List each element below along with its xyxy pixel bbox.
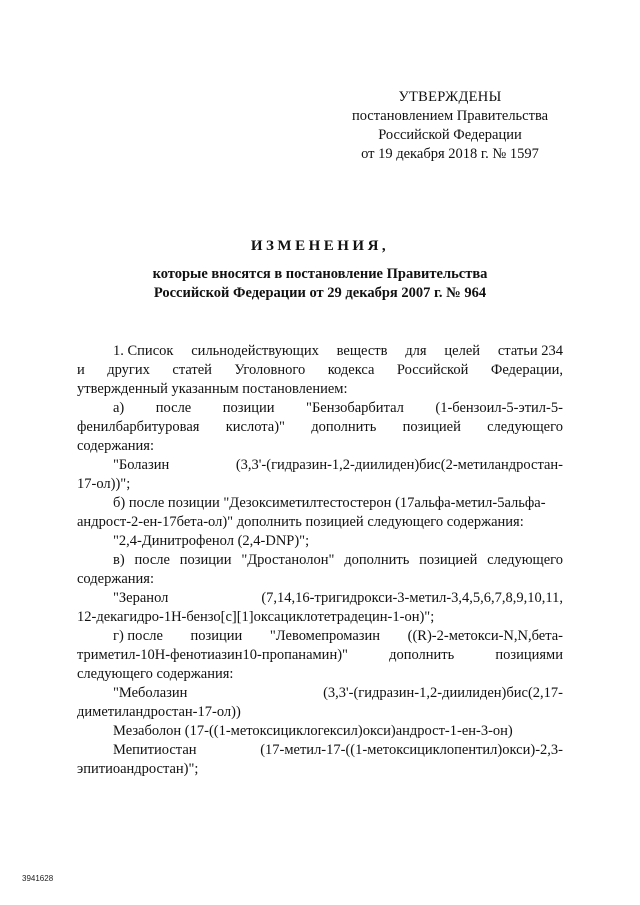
paragraph-line xyxy=(77,551,563,570)
word: (7,14,16-тригидрокси-3-метил-3,4,5,6,7,8,9,10,11, xyxy=(261,590,563,606)
substance-entry: 17-ол))"; xyxy=(77,476,131,492)
word: для xyxy=(405,343,427,359)
word: веществ xyxy=(336,343,388,359)
word: "Болазин xyxy=(113,457,170,473)
word: б) после позиции "Дезоксиметилтестостерон (17альфа-метил-5альфа- xyxy=(113,495,546,511)
word: кислота)" xyxy=(225,419,285,435)
word: ((R)-2-метокси-N,N,бета- xyxy=(407,628,563,644)
word: "Дростанолон" xyxy=(241,552,335,568)
paragraph-line xyxy=(77,646,563,665)
paragraph-line xyxy=(77,418,563,437)
word: дополнить xyxy=(311,419,377,435)
paragraph-line: утвержденный указанным постановлением: xyxy=(77,381,348,397)
word: позиции xyxy=(222,400,275,416)
subtitle-line: которые вносятся в постановление Правительства xyxy=(152,266,488,282)
approval-date: от 19 декабря 2018 г. № 1597 xyxy=(361,146,539,162)
substance-entry xyxy=(77,741,563,760)
word: позиции xyxy=(190,628,243,644)
word: Уголовного xyxy=(234,362,306,378)
word: фенилбарбитуровая xyxy=(77,419,200,435)
word: в) xyxy=(113,552,125,568)
paragraph-line xyxy=(77,399,563,418)
word: "Меболазин xyxy=(113,685,188,701)
paragraph-line: содержания: xyxy=(77,438,155,454)
word: "Левомепромазин xyxy=(269,628,381,644)
word: и xyxy=(77,362,85,378)
word: "Зеранол xyxy=(113,590,169,606)
word: "Бензобарбитал xyxy=(306,400,404,416)
paragraph-line xyxy=(77,361,563,380)
approval-line: постановлением Правительства xyxy=(351,108,549,124)
approval-line: Российской Федерации xyxy=(378,127,522,143)
substance-entry: 12-декагидро-1Н-бензо[с][1]оксациклотетрадецин-1-он)"; xyxy=(77,609,435,625)
paragraph-line: содержания: xyxy=(77,571,155,587)
word: (1-бензоил-5-этил-5- xyxy=(435,400,563,416)
paragraph-line: андрост-2-ен-17бета-ол)" дополнить позицией следующего содержания: xyxy=(77,514,524,530)
word: кодекса xyxy=(327,362,375,378)
word: позицией xyxy=(402,419,461,435)
substance-entry xyxy=(77,684,563,703)
approval-heading: УТВЕРЖДЕНЫ xyxy=(398,89,502,105)
document-subtitle xyxy=(0,265,640,303)
word: г) после xyxy=(113,628,163,644)
word: после xyxy=(155,400,192,416)
word: (3,3'-(гидразин-1,2-диилиден)бис(2,17- xyxy=(323,685,563,701)
word: 1. Список xyxy=(113,343,174,359)
substance-entry: Мезаболон (17-((1-метоксициклогексил)окси)андрост-1-ен-3-он) xyxy=(113,723,513,739)
document-body xyxy=(77,342,563,779)
word: Мепитиостан xyxy=(113,742,197,758)
word: а) xyxy=(113,400,125,416)
substance-entry: диметиландростан-17-ол)) xyxy=(77,704,241,720)
word: позицией xyxy=(419,552,478,568)
substance-entry: "2,4-Динитрофенол (2,4-DNP)"; xyxy=(113,533,310,549)
word: других xyxy=(107,362,150,378)
word: (3,3'-(гидразин-1,2-диилиден)бис(2-метиландростан- xyxy=(235,457,563,473)
document-code: 3941628 xyxy=(22,874,54,883)
word: после xyxy=(134,552,170,568)
paragraph-line xyxy=(77,342,563,361)
paragraph-line: следующего содержания: xyxy=(77,666,234,682)
substance-entry xyxy=(77,589,563,608)
approval-stamp xyxy=(340,88,560,164)
word: Федерации, xyxy=(490,362,563,378)
subtitle-line: Российской Федерации от 29 декабря 2007 г. № 964 xyxy=(153,285,487,301)
word: триметил-10Н-фенотиазин10-пропанамин)" xyxy=(77,647,348,663)
word: следующего xyxy=(487,419,563,435)
document-title: ИЗМЕНЕНИЯ, xyxy=(250,238,390,254)
word: статей xyxy=(172,362,212,378)
substance-entry xyxy=(77,456,563,475)
word: позициями xyxy=(495,647,563,663)
word: Российской xyxy=(396,362,469,378)
paragraph-line xyxy=(77,494,563,513)
word: дополнить xyxy=(389,647,455,663)
word: позиции xyxy=(179,552,232,568)
word: статьи 234 xyxy=(497,343,563,359)
word: дополнить xyxy=(344,552,410,568)
paragraph-line xyxy=(77,627,563,646)
word: (17-метил-17-((1-метоксициклопентил)окси)-2,3- xyxy=(260,742,563,758)
word: следующего xyxy=(487,552,563,568)
word: сильнодействующих xyxy=(191,343,319,359)
substance-entry: эпитиоандростан)"; xyxy=(77,761,199,777)
word: целей xyxy=(444,343,481,359)
